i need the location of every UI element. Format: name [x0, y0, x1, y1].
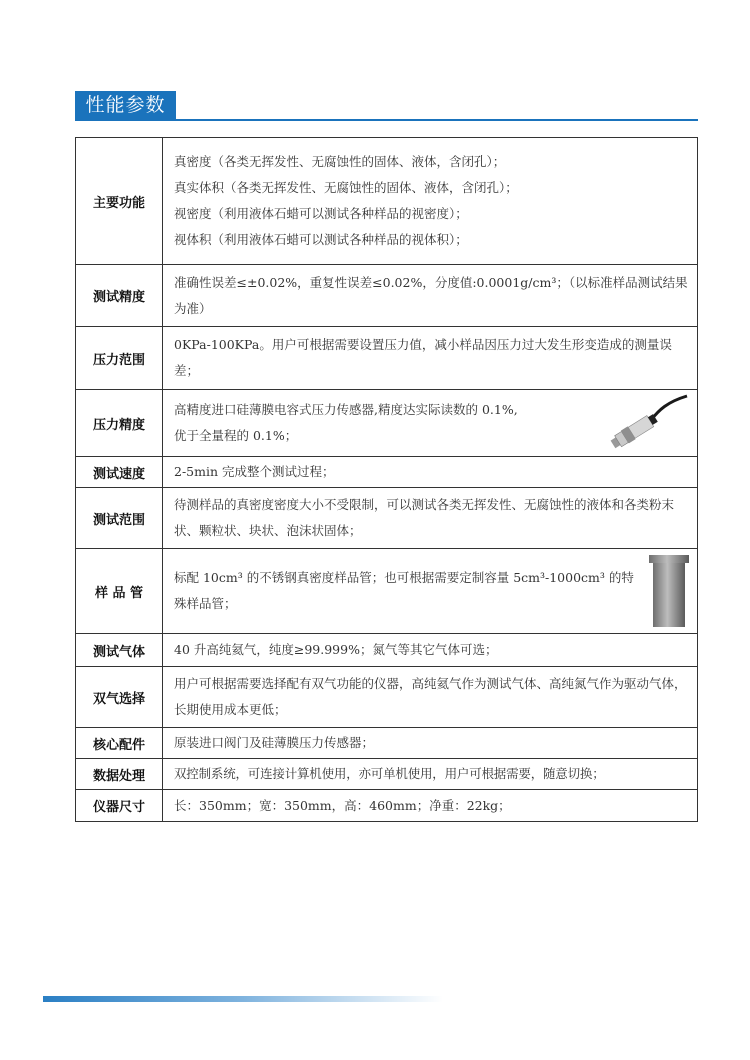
- table-row: [76, 457, 698, 488]
- table-row: [76, 265, 698, 327]
- value-line: 高精度进口硅薄膜电容式压力传感器,精度达实际读数的 0.1%,: [174, 402, 518, 417]
- row-label: 样 品 管: [76, 549, 163, 634]
- row-value: 40 升高纯氦气，纯度≥99.999%；氮气等其它气体可选；: [163, 634, 698, 667]
- row-label: 压力精度: [76, 390, 163, 457]
- table-row: [76, 790, 698, 822]
- value-line: 视密度（利用液体石蜡可以测试各种样品的视密度）；: [174, 206, 468, 221]
- row-label: 数据处理: [76, 759, 163, 790]
- value-line: 真密度（各类无挥发性、无腐蚀性的固体、液体，含闭孔）；: [174, 154, 506, 169]
- row-value: [163, 549, 698, 634]
- row-value: 长：350mm；宽：350mm，高：460mm；净重：22kg；: [163, 790, 698, 822]
- row-value: 用户可根据需要选择配有双气功能的仪器，高纯氦气作为测试气体、高纯氮气作为驱动气体，长期使用成本更低；: [163, 667, 698, 728]
- value-line: 优于全量程的 0.1%；: [174, 428, 298, 443]
- row-value: 0KPa-100KPa。用户可根据需要设置压力值，减小样品因压力过大发生形变造成的测量误差；: [163, 327, 698, 390]
- table-row: [76, 549, 698, 634]
- row-label: 测试范围: [76, 488, 163, 549]
- value-line: 视体积（利用液体石蜡可以测试各种样品的视体积）；: [174, 232, 468, 247]
- value-line: 真实体积（各类无挥发性、无腐蚀性的固体、液体，含闭孔）；: [174, 180, 518, 195]
- row-label: 仪器尺寸: [76, 790, 163, 822]
- row-value: [163, 138, 698, 265]
- row-value: 原装进口阀门及硅薄膜压力传感器；: [163, 728, 698, 759]
- row-value: 双控制系统，可连接计算机使用，亦可单机使用，用户可根据需要，随意切换；: [163, 759, 698, 790]
- table-row: [76, 138, 698, 265]
- section-title: 性能参数: [75, 91, 176, 119]
- sample-tube-image: [649, 555, 689, 627]
- table-row: [76, 634, 698, 667]
- pressure-sensor-image: [603, 394, 689, 452]
- row-label: 双气选择: [76, 667, 163, 728]
- table-row: [76, 327, 698, 390]
- table-row: [76, 667, 698, 728]
- title-rule: [75, 119, 698, 121]
- footer-gradient-bar: [43, 996, 443, 1002]
- table-row: [76, 728, 698, 759]
- row-label: 压力范围: [76, 327, 163, 390]
- spec-table: [75, 137, 698, 822]
- row-value: [163, 390, 698, 457]
- table-row: [76, 759, 698, 790]
- row-value: 准确性误差≤±0.02%，重复性误差≤0.02%，分度值:0.0001g/cm³；（以标准样品测试结果为准）: [163, 265, 698, 327]
- row-label: 核心配件: [76, 728, 163, 759]
- row-label: 测试速度: [76, 457, 163, 488]
- value-text: 标配 10cm³ 的不锈钢真密度样品管；也可根据需要定制容量 5cm³-1000cm³ 的特殊样品管；: [174, 570, 634, 611]
- row-value: 2-5min 完成整个测试过程；: [163, 457, 698, 488]
- table-row: [76, 488, 698, 549]
- row-value: 待测样品的真密度密度大小不受限制，可以测试各类无挥发性、无腐蚀性的液体和各类粉末状、颗粒状、块状、泡沫状固体；: [163, 488, 698, 549]
- row-label: 测试精度: [76, 265, 163, 327]
- table-row: [76, 390, 698, 457]
- row-label: 主要功能: [76, 138, 163, 265]
- row-label: 测试气体: [76, 634, 163, 667]
